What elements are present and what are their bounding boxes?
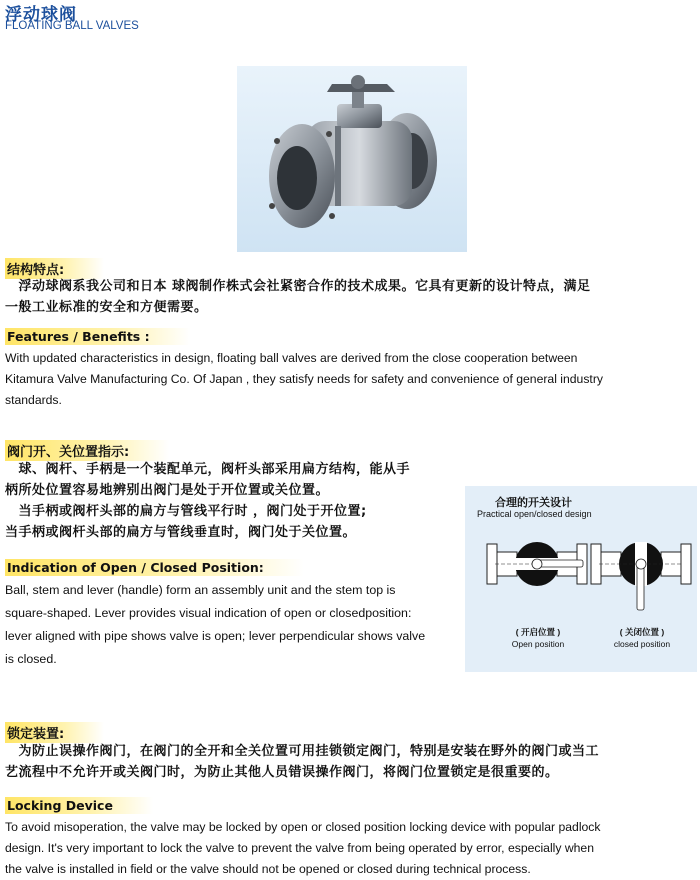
diagram-title-en: Practical open/closed design <box>477 509 592 519</box>
features-text <box>5 348 603 411</box>
text-line: 为防止误操作阀门，在阀门的全开和全关位置可用挂锁锁定阀门，特别是安装在野外的阀门或当工 <box>5 744 600 759</box>
diagram-title-cn: 合理的开关设计 <box>495 496 572 509</box>
position-indicator-heading: 阀门开、关位置指示: <box>5 440 169 461</box>
position-indicator-text <box>5 459 410 543</box>
open-closed-diagram <box>465 486 697 672</box>
open-position-label-cn: ( 开启位置 ) <box>515 627 561 637</box>
text-line: 浮动球阀系我公司和日本 球阀制作株式会社紧密合作的技术成果。它具有更新的设计特点，满足 <box>5 279 591 294</box>
text-line: Kitamura Valve Manufacturing Co. Of Japan , they satisfy needs for safety and convenience of general industry <box>5 372 603 386</box>
text-line: lever aligned with pipe shows valve is open; lever perpendicular shows valve <box>5 629 426 643</box>
text-line: design. It's very important to lock the valve to prevent the valve from being operated by error, especially when <box>5 841 594 855</box>
locking-heading-cn: 锁定装置: <box>5 722 104 743</box>
text-line: 球、阀杆、手柄是一个装配单元，阀杆头部采用扁方结构，能从手 <box>5 462 411 477</box>
valve-photo <box>237 66 467 252</box>
text-line: 当手柄或阀杆头部的扁方与管线垂直时，阀门处于关位置。 <box>5 525 357 540</box>
locking-text-en <box>5 817 601 880</box>
features-heading: Features / Benefits : <box>5 328 190 345</box>
text-line: 艺流程中不允许开或关阀门时，为防止其他人员错误操作阀门，将阀门位置锁定是很重要的。 <box>5 765 559 780</box>
open-closed-heading: Indication of Open / Closed Position: <box>5 559 304 576</box>
text-line: square-shaped. Lever provides visual indication of open or closedposition: <box>5 606 412 620</box>
text-line: With updated characteristics in design, floating ball valves are derived from the close cooperation between <box>5 351 578 365</box>
open-position-label-en: Open position <box>511 639 565 649</box>
open-closed-text <box>5 579 425 671</box>
locking-text-cn <box>5 741 599 783</box>
text-line: is closed. <box>5 652 57 666</box>
text-line: the valve is installed in field or the valve should not be opened or closed during technical process. <box>5 862 531 876</box>
text-line: 当手柄或阀杆头部的扁方与管线平行时 ，阀门处于开位置; <box>5 504 367 519</box>
page-title-cn: 浮动球阀 <box>5 5 77 25</box>
locking-heading-en: Locking Device <box>5 797 153 814</box>
text-line: Ball, stem and lever (handle) form an assembly unit and the stem top is <box>5 583 396 597</box>
structure-text <box>5 276 591 318</box>
closed-position-label-en: closed position <box>613 639 671 649</box>
structure-heading: 结构特点: <box>5 258 104 279</box>
text-line: 柄所处位置容易地辨别出阀门是处于开位置或关位置。 <box>5 483 330 498</box>
text-line: 一般工业标准的安全和方便需要。 <box>5 300 208 315</box>
ball-valve-illustration <box>237 66 467 252</box>
page-title-en: FLOATING BALL VALVES <box>5 20 139 32</box>
text-line: standards. <box>5 393 62 407</box>
text-line: To avoid misoperation, the valve may be locked by open or closed position locking device with popular padlock <box>5 820 601 834</box>
closed-position-label-cn: ( 关闭位置 ) <box>619 627 665 637</box>
